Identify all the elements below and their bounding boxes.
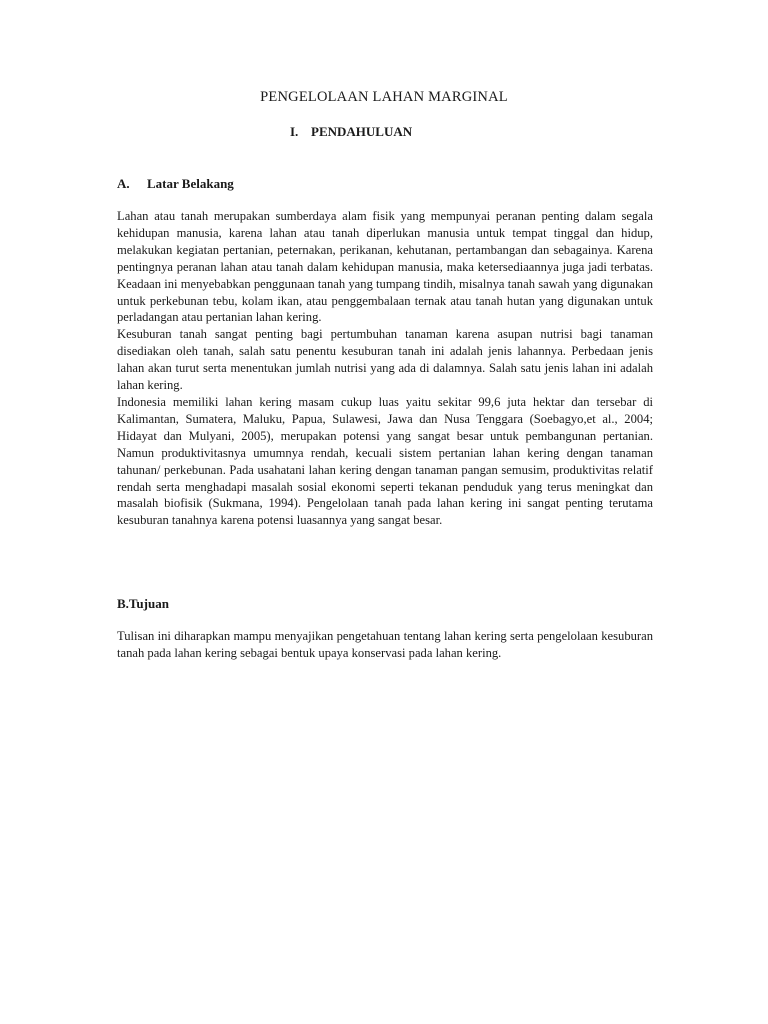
section-number: A.: [117, 176, 130, 191]
body-paragraph: Indonesia memiliki lahan kering masam cukup luas yaitu sekitar 99,6 juta hektar dan tersebar di Kalimantan, Sumatera, Maluku, Papua, Sulawesi, Jawa dan Nusa Tenggara (Soebagyo,et al., 2004; Hidayat dan Mulyani, 2005), merupakan potensi yang sangat besar untuk pembangunan pertanian. Namun produktivitasnya umumnya rendah, kecuali sistem pertanian lahan kering dengan tanaman tahunan/ perkebunan. Pada usahatani lahan kering dengan tanaman pangan semusim, produktivitas relatif rendah serta menghadapi masalah sosial ekonomi seperti tekanan penduduk yang terus meningkat dan masalah biofisik (Sukmana, 1994). Pengelolaan tanah pada lahan kering ini sangat penting terutama kesuburan tanahnya karena potensi luasannya yang sangat besar.: [117, 394, 653, 528]
body-paragraph: Tulisan ini diharapkan mampu menyajikan pengetahuan tentang lahan kering serta pengelolaan kesuburan tanah pada lahan kering sebagai bentuk upaya konservasi pada lahan kering.: [117, 629, 653, 660]
chapter-number: I.: [290, 124, 299, 139]
body-paragraph: Lahan atau tanah merupakan sumberdaya alam fisik yang mempunyai peranan penting dalam segala kehidupan manusia, karena lahan atau tanah diperlukan manusia untuk tempat tinggal dan hidup, melakukan kegiatan pertanian, peternakan, perikanan, kehutanan, pertambangan dan sebagainya. Karena pentingnya peranan lahan atau tanah dalam kehidupan manusia, maka ketersediaannya juga jadi terbatas. Keadaan ini menyebabkan penggunaan tanah yang tumpang tindih, misalnya tanah sawah yang digunakan untuk perkebunan tebu, kolam ikan, atau penggembalaan ternak atau tanah hutan yang digunakan untuk perladangan atau pertanian lahan kering.: [117, 209, 653, 325]
section-heading-tujuan: [117, 596, 169, 612]
chapter-heading: [290, 124, 412, 140]
chapter-title: PENDAHULUAN: [311, 124, 413, 139]
section-title: Latar Belakang: [147, 176, 234, 191]
document-title: PENGELOLAAN LAHAN MARGINAL: [260, 89, 508, 105]
section-body-tujuan: [117, 628, 653, 662]
section-body-latar-belakang: [117, 208, 653, 529]
section-title: B.Tujuan: [117, 596, 169, 611]
section-heading-latar-belakang: [117, 176, 234, 192]
body-paragraph: Kesuburan tanah sangat penting bagi pertumbuhan tanaman karena asupan nutrisi bagi tanaman disediakan oleh tanah, salah satu penentu kesuburan tanah ini adalah jenis lahannya. Perbedaan jenis lahan akan turut serta menentukan jumlah nutrisi yang ada di dalamnya. Salah satu jenis lahan ini adalah lahan kering.: [117, 327, 653, 393]
